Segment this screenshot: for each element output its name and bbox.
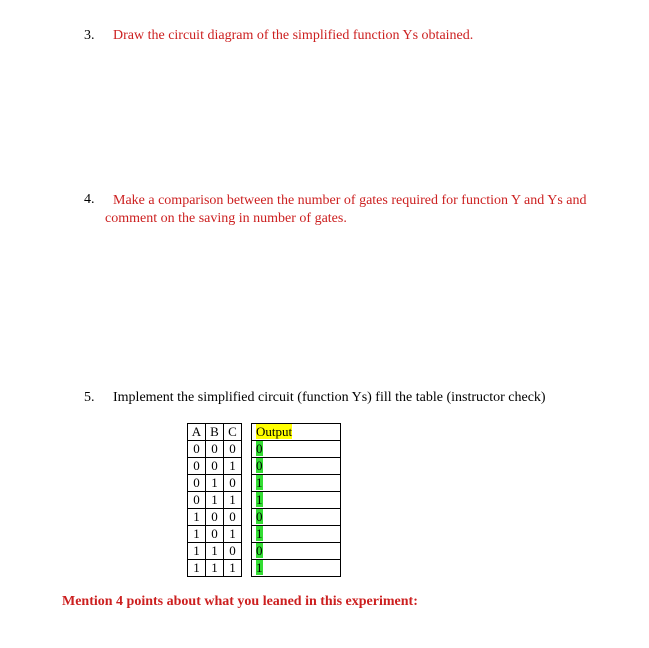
truth-table-row xyxy=(188,509,341,526)
column-gap xyxy=(242,526,252,543)
truth-table-row xyxy=(188,492,341,509)
cell-value: 0 xyxy=(256,509,263,524)
input-cell xyxy=(224,441,242,458)
cell-value: 0 xyxy=(229,543,236,558)
input-cell xyxy=(206,509,224,526)
output-cell xyxy=(252,441,341,458)
column-gap xyxy=(242,543,252,560)
question-text: Implement the simplified circuit (function Ys) fill the table (instructor check) xyxy=(113,390,546,405)
column-gap xyxy=(242,475,252,492)
cell-value: 1 xyxy=(229,526,236,541)
header-cell xyxy=(224,424,242,441)
input-cell xyxy=(188,475,206,492)
truth-table-row xyxy=(188,441,341,458)
input-cell xyxy=(188,526,206,543)
cell-value: 0 xyxy=(193,475,200,490)
output-cell xyxy=(252,509,341,526)
cell-value: 0 xyxy=(211,458,218,473)
input-cell xyxy=(224,458,242,475)
column-gap xyxy=(242,509,252,526)
input-cell xyxy=(206,526,224,543)
cell-value: 0 xyxy=(229,441,236,456)
cell-value: 0 xyxy=(193,441,200,456)
question-4 xyxy=(84,192,624,227)
output-cell xyxy=(252,475,341,492)
experiment-reflection-prompt: Mention 4 points about what you leaned in this experiment: xyxy=(62,594,418,609)
input-cell xyxy=(206,441,224,458)
cell-value: 0 xyxy=(256,441,263,456)
cell-value: 1 xyxy=(229,560,236,575)
question-text: Draw the circuit diagram of the simplified function Ys obtained. xyxy=(113,28,474,43)
header-label: Output xyxy=(256,424,293,439)
question-number: 4. xyxy=(84,192,95,207)
input-cell xyxy=(188,543,206,560)
truth-table-row xyxy=(188,526,341,543)
question-number: 5. xyxy=(84,390,95,405)
input-cell xyxy=(224,475,242,492)
header-label: C xyxy=(228,424,237,439)
input-cell xyxy=(224,492,242,509)
cell-value: 1 xyxy=(211,543,218,558)
cell-value: 1 xyxy=(211,475,218,490)
column-gap xyxy=(242,560,252,577)
question-number: 3. xyxy=(84,28,95,43)
question-text-line-1: Make a comparison between the number of gates required for function Y and Ys and xyxy=(113,193,587,208)
output-cell xyxy=(252,543,341,560)
input-cell xyxy=(206,458,224,475)
input-cell xyxy=(224,526,242,543)
header-cell xyxy=(188,424,206,441)
truth-table-body xyxy=(188,424,341,577)
truth-table-header-row xyxy=(188,424,341,441)
cell-value: 1 xyxy=(211,560,218,575)
cell-value: 0 xyxy=(193,458,200,473)
truth-table-row xyxy=(188,560,341,577)
cell-value: 1 xyxy=(256,560,263,575)
output-cell xyxy=(252,526,341,543)
cell-value: 0 xyxy=(211,509,218,524)
header-cell xyxy=(206,424,224,441)
header-cell xyxy=(252,424,341,441)
input-cell xyxy=(224,560,242,577)
cell-value: 0 xyxy=(193,492,200,507)
truth-table-row xyxy=(188,458,341,475)
input-cell xyxy=(206,543,224,560)
truth-table-row xyxy=(188,475,341,492)
column-gap xyxy=(242,424,252,441)
cell-value: 1 xyxy=(256,492,263,507)
input-cell xyxy=(224,543,242,560)
cell-value: 1 xyxy=(193,509,200,524)
header-label: B xyxy=(210,424,219,439)
header-label: A xyxy=(191,424,202,439)
cell-value: 0 xyxy=(229,509,236,524)
column-gap xyxy=(242,441,252,458)
cell-value: 1 xyxy=(229,458,236,473)
cell-value: 0 xyxy=(211,526,218,541)
column-gap xyxy=(242,458,252,475)
cell-value: 1 xyxy=(256,526,263,541)
input-cell xyxy=(188,458,206,475)
truth-table-row xyxy=(188,543,341,560)
input-cell xyxy=(206,560,224,577)
cell-value: 1 xyxy=(193,526,200,541)
input-cell xyxy=(206,492,224,509)
input-cell xyxy=(206,475,224,492)
cell-value: 1 xyxy=(229,492,236,507)
output-cell xyxy=(252,492,341,509)
question-text-line-2: comment on the saving in number of gates. xyxy=(105,211,347,226)
input-cell xyxy=(188,560,206,577)
input-cell xyxy=(188,509,206,526)
cell-value: 0 xyxy=(256,458,263,473)
output-cell xyxy=(252,458,341,475)
output-cell xyxy=(252,560,341,577)
column-gap xyxy=(242,492,252,509)
cell-value: 1 xyxy=(211,492,218,507)
cell-value: 0 xyxy=(211,441,218,456)
input-cell xyxy=(188,441,206,458)
cell-value: 1 xyxy=(193,560,200,575)
cell-value: 1 xyxy=(256,475,263,490)
input-cell xyxy=(188,492,206,509)
cell-value: 0 xyxy=(256,543,263,558)
truth-table xyxy=(187,423,341,577)
input-cell xyxy=(224,509,242,526)
cell-value: 1 xyxy=(193,543,200,558)
cell-value: 0 xyxy=(229,475,236,490)
